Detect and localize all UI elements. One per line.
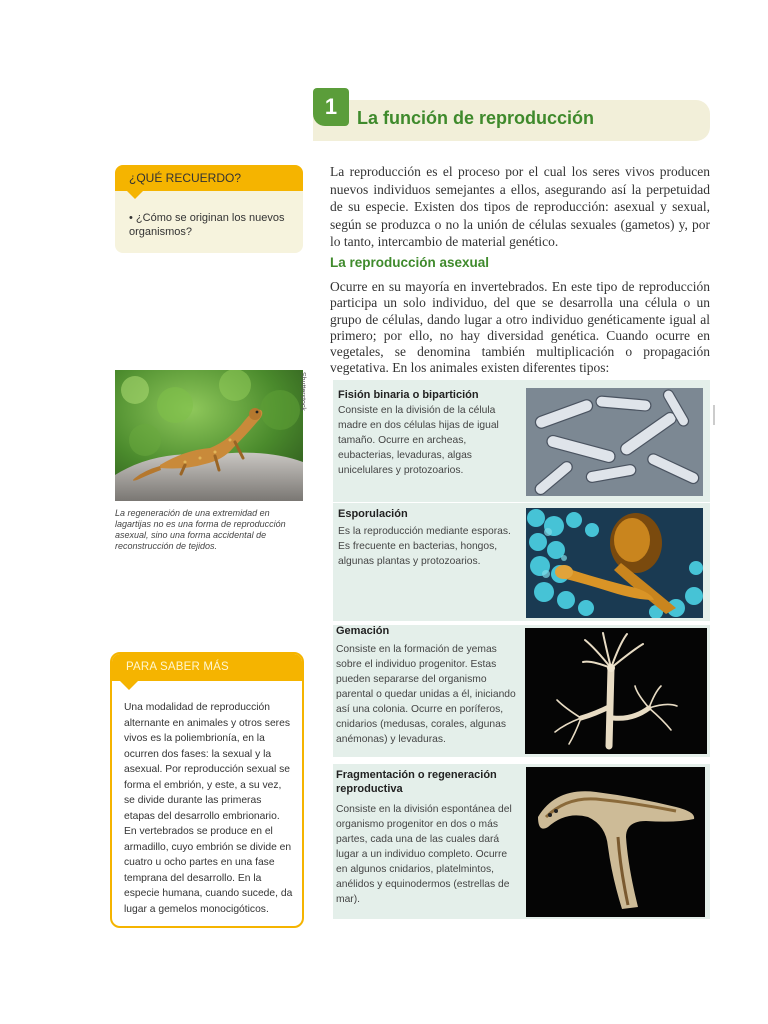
fission-text: Consiste en la división de la célula madre en dos células hijas de igual tamaño. Ocurre en archeas, eubacterias, levaduras, algas unicelulares y protozoarios. [338, 405, 499, 476]
asexual-heading: La reproducción asexual [330, 255, 490, 270]
fragmentation-title: Fragmentación o regeneración reproductiva [336, 769, 497, 795]
spores-image [526, 508, 703, 618]
bacteria-image [526, 388, 703, 496]
lizard-illustration [115, 370, 303, 501]
intro-paragraph: La reproducción es el proceso por el cual los seres vivos producen nuevos individuos semejantes a ellos, asegurando así la perpetuidad de su especie. Existen dos tipos de reproducción: asexual y sexual, según se produzca o no la unión de células sexuales (gametos) y, por lo tanto, intercambio de material genético. [330, 164, 710, 249]
more-info-box [110, 652, 304, 928]
recall-question: • ¿Cómo se originan los nuevos organismos? [129, 212, 285, 238]
budding-text: Consiste en la formación de yemas sobre el individuo progenitor. Estas pueden separarse del organismo parental o quedar unidas a él, iniciando así una colonia. Ocurre en poríferos, cnidarios (medusas, corales, algunas anémonas) y levaduras. [336, 644, 516, 745]
margin-mark [713, 405, 715, 425]
lizard-caption: La regeneración de una extremidad en lagartijas no es una forma de reproducción asexual, sino una forma accidental de reconstrucción de tejidos. [115, 508, 286, 551]
sporulation-text: Es la reproducción mediante esporas. Es frecuente en bacterias, hongos, algunas plantas y protozoarios. [338, 526, 511, 567]
section-title: La función de reproducción [357, 108, 595, 128]
recall-title: ¿QUÉ RECUERDO? [129, 171, 242, 185]
asexual-paragraph: Ocurre en su mayoría en invertebrados. En este tipo de reproducción participa un solo individuo, del que se desarrolla una célula o un grupo de células, dando lugar a otro individuo genéticamente igual al primero; por ello, no hay diversidad genética. Cuando ocurre en vegetales, se denomina también multiplicación o propagación vegetativa. En los animales existen diferentes tipos: [330, 279, 710, 376]
hydra-image [525, 628, 707, 754]
more-info-title: PARA SABER MÁS [126, 661, 229, 673]
recall-box [115, 165, 303, 253]
planaria-image [526, 767, 705, 917]
recall-notch [127, 191, 143, 199]
sporulation-title: Esporulación [338, 508, 408, 520]
fission-title: Fisión binaria o bipartición [338, 389, 479, 401]
photo-credit: Shutterstock [299, 372, 306, 411]
section-number-badge: 1 [313, 88, 349, 126]
fragmentation-text: Consiste en la división espontánea del organismo progenitor en dos o más partes, cada una de las cuales dará lugar a un individuo completo. Ocurre en algunos cnidarios, platelmintos, anélidos y equinodermos (estrellas de mar). [336, 804, 512, 905]
more-info-text: Una modalidad de reproducción alternante en animales y otros seres vivos es la poliembrionía, en la ocurren dos fases: la sexual y la asexual. Por reproducción sexual se forma el embrión, y este, a su vez, se divide durante las primeras etapas del desarrollo embrionario. En vertebrados se produce en el armadillo, cuyo embrión se divide en cuatro u ocho partes en una fase temprana del desarrollo. En la especie humana, cuando sucede, da lugar a gemelos monocigóticos. [124, 702, 293, 915]
budding-title: Gemación [336, 625, 390, 637]
lizard-photo [115, 370, 303, 501]
more-info-notch [120, 681, 138, 690]
